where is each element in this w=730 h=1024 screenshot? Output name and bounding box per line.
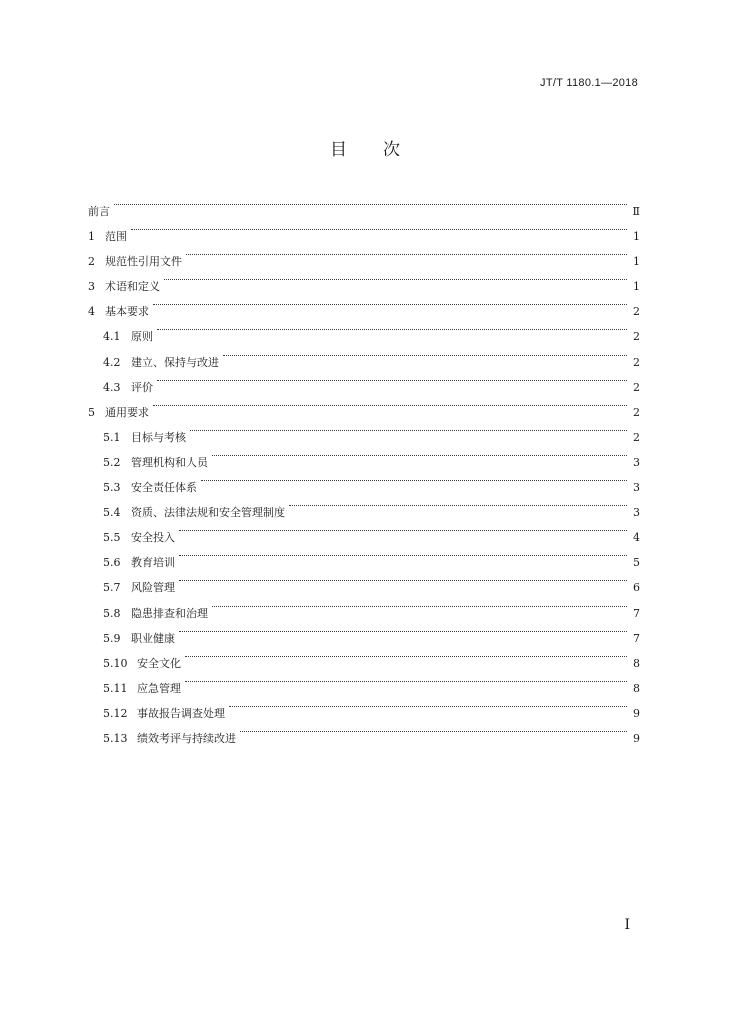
toc-entry-label: 通用要求 [105, 405, 149, 419]
toc-entry-number: 2 [88, 255, 95, 269]
toc-entry-page: 2 [633, 380, 640, 394]
toc-entry-label: 职业健康 [131, 631, 175, 645]
toc-dot-leader [201, 466, 627, 491]
toc-dot-leader [212, 592, 627, 617]
toc-entry-number: 5.7 [103, 581, 121, 595]
toc-entry-number: 3 [88, 280, 95, 294]
toc-dot-leader [223, 341, 627, 366]
toc-entry[interactable] [88, 391, 640, 419]
toc-entry-label: 前言 [88, 205, 110, 218]
toc-entry[interactable] [88, 366, 640, 394]
page-number: Ⅰ [624, 917, 630, 933]
toc-dot-leader [190, 416, 627, 441]
toc-entry-number: 4.3 [103, 380, 121, 394]
toc-entry-page: 2 [633, 405, 640, 419]
toc-dot-leader [229, 692, 627, 717]
toc-entry-label: 教育培训 [131, 556, 175, 570]
toc-entry[interactable] [88, 290, 640, 319]
toc-entry-label: 绩效考评与持续改进 [137, 731, 236, 745]
toc-dot-leader [131, 215, 627, 240]
toc-dot-leader [185, 667, 627, 692]
toc-entry-number: 5.12 [103, 706, 128, 720]
toc-entry-label: 隐患排查和治理 [131, 606, 208, 620]
toc-entry[interactable] [88, 341, 640, 369]
toc-entry[interactable] [88, 315, 640, 344]
toc-entry-page: 3 [633, 481, 640, 495]
toc-entry-page: 9 [633, 706, 640, 720]
toc-entry-label: 规范性引用文件 [105, 255, 182, 269]
toc-dot-leader [157, 315, 627, 340]
toc-dot-leader [179, 516, 627, 541]
toc-entry-number: 5.2 [103, 455, 121, 469]
toc-entry-page: 5 [633, 556, 640, 570]
toc-entry-label: 管理机构和人员 [131, 455, 208, 469]
toc-entry-page: 3 [633, 506, 640, 520]
toc-dot-leader [153, 391, 627, 416]
toc-entry-label: 安全投入 [131, 531, 175, 545]
toc-entry-page: 2 [633, 355, 640, 369]
toc-dot-leader [186, 240, 627, 265]
toc-entry-number: 5.13 [103, 731, 128, 745]
toc-entry-page: 7 [633, 606, 640, 620]
toc-entry-number: 5 [88, 405, 95, 419]
toc-entry[interactable] [88, 240, 640, 269]
toc-dot-leader [240, 717, 627, 742]
toc-entry-page: 3 [633, 455, 640, 469]
toc-dot-leader [164, 265, 627, 290]
toc-entry-number: 4.1 [103, 330, 121, 344]
toc-entry-number: 4 [88, 305, 95, 319]
toc-entry-number: 5.9 [103, 631, 121, 645]
table-of-contents [88, 190, 640, 745]
toc-entry-number: 5.5 [103, 531, 121, 545]
toc-dot-leader [114, 190, 627, 215]
toc-entry-number: 5.8 [103, 606, 121, 620]
toc-dot-leader [212, 441, 627, 466]
toc-entry-page: 1 [633, 280, 640, 294]
toc-entry-label: 评价 [131, 380, 153, 394]
toc-entry-label: 术语和定义 [105, 280, 160, 294]
toc-entry-page: 8 [633, 681, 640, 695]
toc-entry-number: 5.1 [103, 430, 121, 444]
toc-entry-page: 7 [633, 631, 640, 645]
toc-entry-number: 4.2 [103, 355, 121, 369]
toc-entry-page: 1 [633, 255, 640, 269]
toc-entry[interactable] [88, 265, 640, 294]
toc-title: 目次 [330, 140, 436, 160]
toc-dot-leader [179, 541, 627, 566]
toc-dot-leader [289, 491, 627, 516]
toc-entry-label: 基本要求 [105, 305, 149, 319]
toc-entry-number: 5.3 [103, 481, 121, 495]
toc-entry-label: 安全责任体系 [131, 481, 197, 495]
toc-entry-number: 5.10 [103, 656, 128, 670]
toc-entry-number: 1 [88, 230, 95, 244]
toc-entry-label: 安全文化 [137, 656, 181, 670]
toc-entry-label: 事故报告调查处理 [137, 706, 225, 720]
toc-entry-page: Ⅱ [632, 205, 640, 218]
toc-entry-page: 8 [633, 656, 640, 670]
toc-entry-label: 资质、法律法规和安全管理制度 [131, 506, 285, 520]
toc-entry-label: 范围 [105, 230, 127, 244]
toc-entry-label: 应急管理 [137, 681, 181, 695]
toc-dot-leader [185, 642, 627, 667]
toc-entry-label: 目标与考核 [131, 430, 186, 444]
toc-entry-page: 2 [633, 305, 640, 319]
toc-dot-leader [153, 290, 627, 315]
toc-entry[interactable] [88, 215, 640, 244]
toc-entry-page: 4 [633, 531, 640, 545]
toc-dot-leader [179, 617, 627, 642]
toc-entry-label: 建立、保持与改进 [131, 355, 219, 369]
toc-entry-label: 风险管理 [131, 581, 175, 595]
toc-dot-leader [179, 566, 627, 591]
toc-entry-number: 5.11 [103, 681, 128, 695]
toc-entry-number: 5.4 [103, 506, 121, 520]
toc-entry-label: 原则 [131, 330, 153, 344]
toc-entry-page: 1 [633, 230, 640, 244]
toc-entry-page: 2 [633, 330, 640, 344]
toc-entry-page: 6 [633, 581, 640, 595]
toc-entry-number: 5.6 [103, 556, 121, 570]
toc-entry-page: 9 [633, 731, 640, 745]
toc-entry[interactable] [88, 190, 640, 218]
toc-entry-page: 2 [633, 430, 640, 444]
standard-code: JT/T 1180.1—2018 [540, 77, 638, 89]
toc-dot-leader [157, 366, 627, 391]
toc-entry[interactable] [88, 416, 640, 444]
